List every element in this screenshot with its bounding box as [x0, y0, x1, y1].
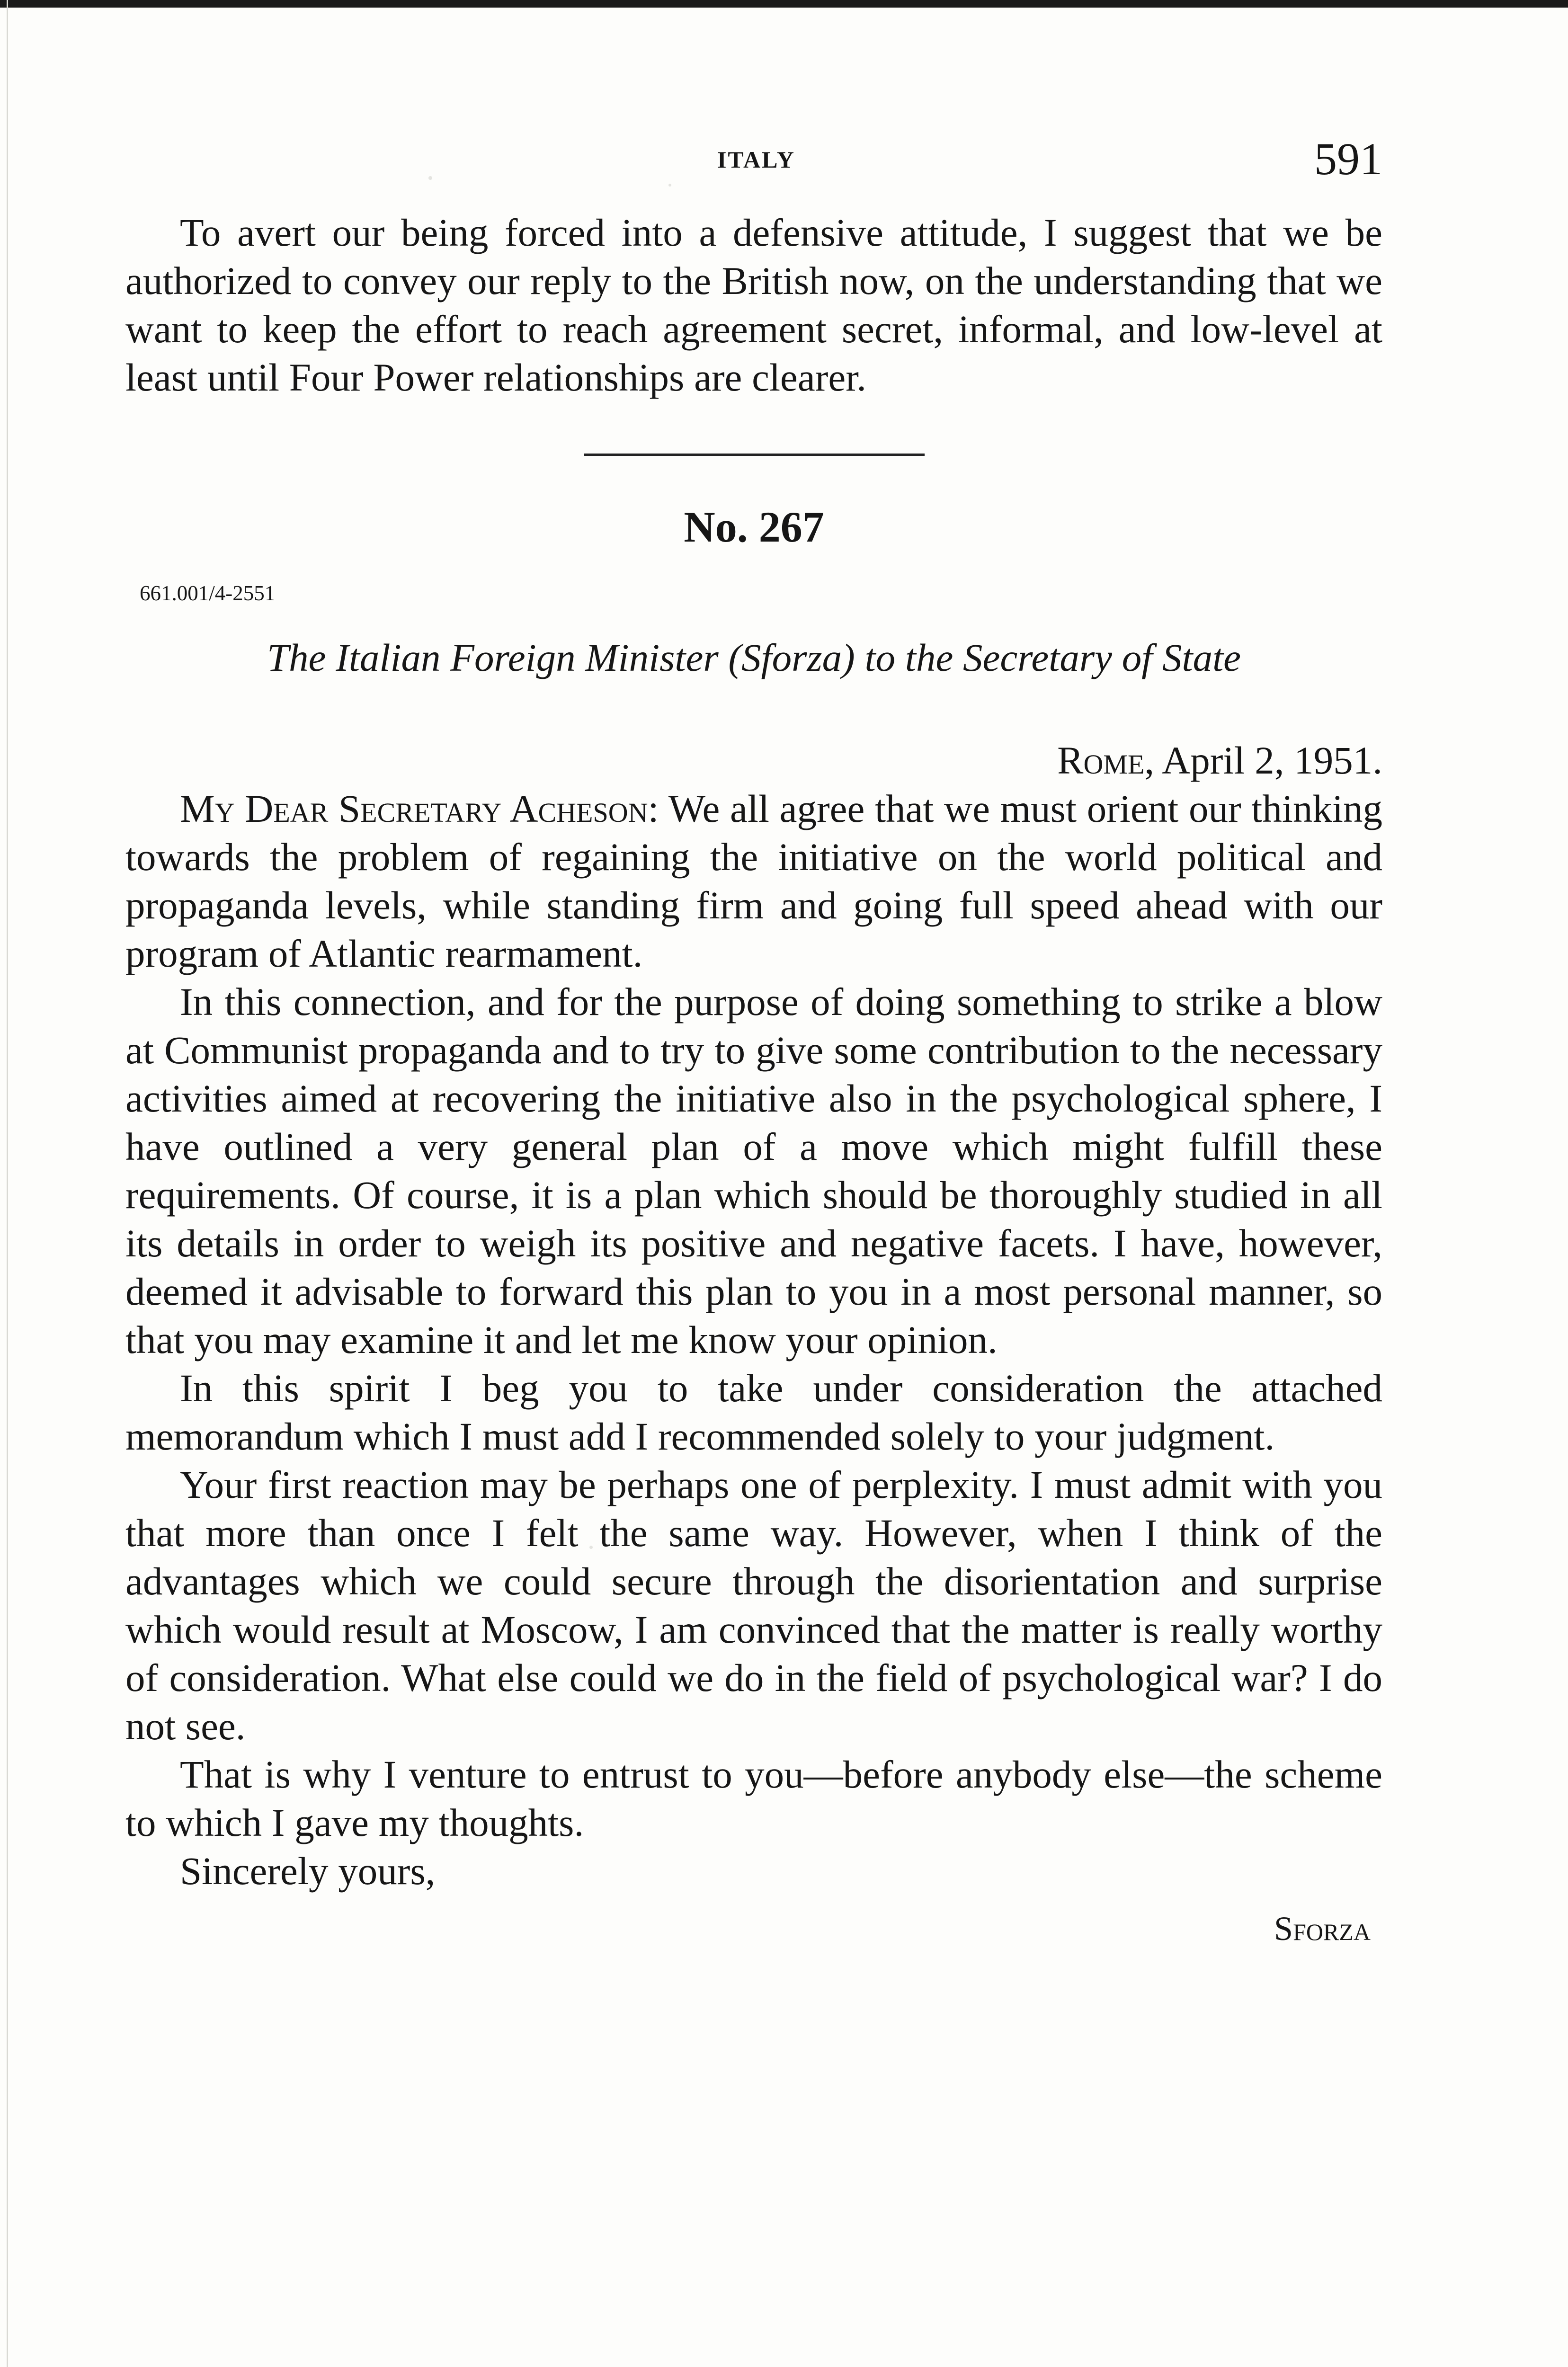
scan-top-border [0, 0, 1568, 8]
letter-paragraph-1 [125, 784, 1382, 978]
letter-paragraph-4: Your first reaction may be perhaps one of perplexity. I must admit with you that more than once I felt the same way. However, when I think of the advantages which we could secure through the disorientation and surprise which would result at Moscow, I am convinced that the matter is really worthy of consideration. What else could we do in the field of psychological war? I do not see. [125, 1463, 1382, 1748]
document-number: No. 267 [684, 503, 824, 551]
file-reference: 661.001/4-2551 [140, 581, 276, 605]
page-number: 591 [1314, 133, 1382, 184]
salutation: My Dear Secretary Acheson [180, 787, 648, 830]
letter-paragraph-3: In this spirit I beg you to take under consideration the attached memorandum which I must add I recommended solely to your judgment. [125, 1366, 1382, 1458]
signature: Sforza [1274, 1910, 1371, 1948]
letter-paragraph-2: In this connection, and for the purpose of doing something to strike a blow at Communist propaganda and to try to give some contribution to the necessary activities aimed at recovering the initiative also in the psychological sphere, I have outlined a very general plan of a move which might fulfill these requirements. Of course, it is a plan which should be thoroughly studied in all its details in order to weigh its positive and negative facets. I have, however, deemed it advisable to forward this plan to you in a most personal manner, so that you may examine it and let me know your opinion. [125, 980, 1382, 1361]
scan-left-edge [7, 0, 8, 2367]
dateline-place: Rome [1057, 739, 1145, 782]
running-title: ITALY [717, 146, 796, 173]
continuation-paragraph: To avert our being forced into a defensive attitude, I suggest that we be authorized to convey our reply to the British now, on the understanding that we want to keep the effort to reach agreement secret, informal, and low-level at least until Four Power relationships are clearer. [125, 211, 1382, 399]
letter-paragraph-5: That is why I venture to entrust to you—before anybody else—the scheme to which I gave my thoughts. [125, 1753, 1382, 1844]
running-head [130, 133, 1382, 185]
paragraph-1-text: : We all agree that we must orient our thinking towards the problem of regaining the initiative on the world political and propaganda levels, while standing firm and going full speed ahead with our program of Atlantic rearmament. [125, 787, 1382, 975]
section-separator [584, 454, 925, 456]
dateline-date: , April 2, 1951. [1144, 739, 1382, 782]
document-heading: The Italian Foreign Minister (Sforza) to the Secretary of State [267, 636, 1241, 679]
complimentary-close: Sincerely yours, [180, 1849, 436, 1893]
dateline [125, 736, 1382, 784]
text-column [125, 208, 1382, 1949]
